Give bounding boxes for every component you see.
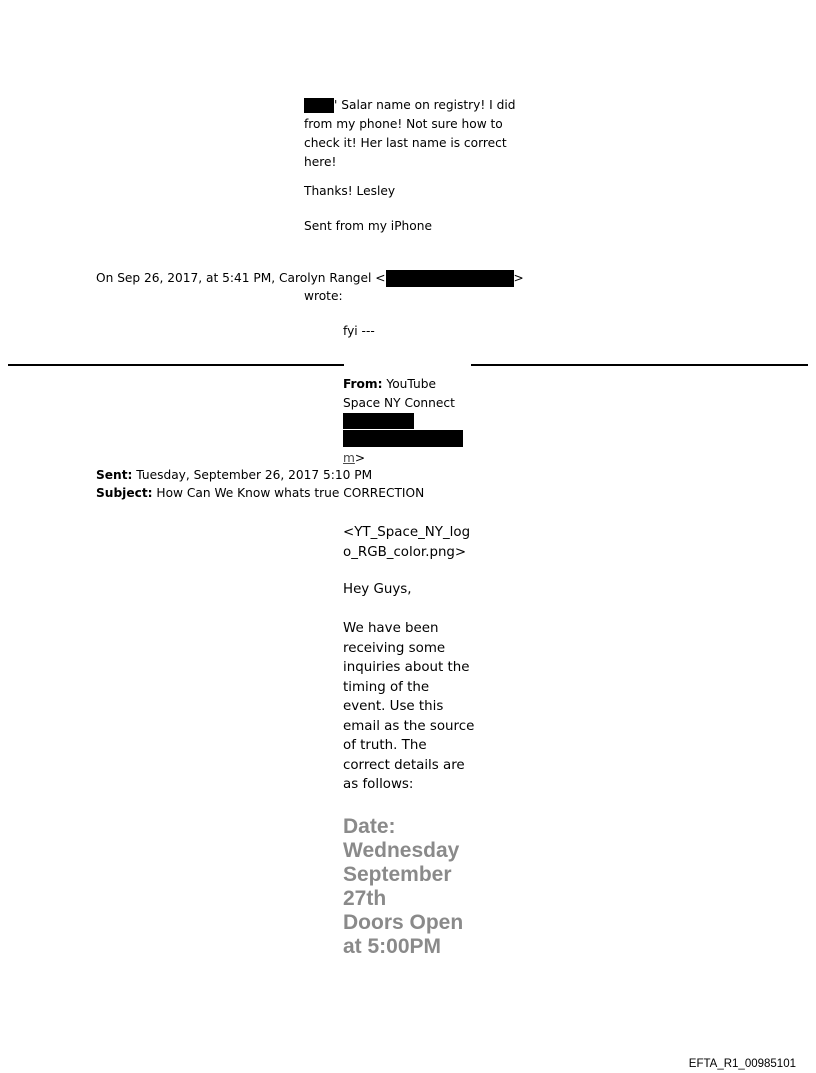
event-details [343, 815, 503, 959]
event-detail-line: 27th [343, 887, 387, 910]
from-name-line1: YouTube [386, 377, 436, 391]
redaction-box [304, 98, 334, 113]
body-paragraph [343, 619, 475, 795]
reply-line-1-text: Salar name on registry! I did [341, 98, 516, 112]
body-line: email as the source [343, 718, 475, 734]
body-line: event. Use this [343, 699, 444, 714]
event-detail-line: Date: [343, 815, 396, 838]
reply-line-1: ' Salar name on registry! I did [304, 96, 529, 115]
from-block [343, 375, 475, 413]
body-line: of truth. The [343, 738, 427, 753]
reply-signature: Sent from my iPhone [304, 219, 432, 233]
subject-row [96, 484, 596, 503]
subject-value: How Can We Know whats true CORRECTION [156, 486, 425, 500]
quote-wrote: wrote: [304, 289, 343, 303]
reply-line-2: from my phone! Not sure how to [304, 117, 503, 131]
document-id: EFTA_R1_00985101 [688, 1058, 796, 1070]
redaction-box [343, 430, 463, 447]
event-detail-line: Doors Open [343, 911, 464, 934]
fyi-text: fyi --- [343, 324, 375, 338]
event-detail-line: Wednesday [343, 839, 460, 862]
reply-line-4: here! [304, 155, 337, 169]
body-line: as follows: [343, 777, 414, 792]
email-close: > [354, 451, 366, 465]
greeting: Hey Guys, [343, 582, 412, 597]
reply-line-3: check it! Her last name is correct [304, 136, 507, 150]
quote-header-prefix: On Sep 26, 2017, at 5:41 PM, Carolyn Rangel < [96, 271, 386, 285]
image-line-2: o_RGB_color.png> [343, 545, 467, 560]
reply-thanks: Thanks! Lesley [304, 184, 396, 198]
quote-header [96, 269, 524, 288]
image-placeholder [343, 523, 475, 563]
divider-right [471, 364, 808, 366]
from-name-line2: Space NY Connect [343, 396, 455, 410]
body-line: receiving some [343, 640, 446, 656]
sent-label: Sent: [96, 468, 133, 482]
sent-value: Tuesday, September 26, 2017 5:10 PM [136, 468, 373, 482]
subject-label: Subject: [96, 486, 153, 500]
reply-message [304, 96, 529, 172]
sent-row [96, 466, 596, 485]
body-line: We have been [343, 621, 439, 636]
redaction-box [386, 270, 514, 287]
divider-left [8, 364, 344, 366]
body-line: inquiries about the [343, 660, 470, 675]
body-line: correct details are [343, 757, 465, 773]
event-detail-line: at 5:00PM [343, 935, 442, 958]
event-detail-line: September [343, 863, 452, 886]
body-line: timing of the [343, 679, 430, 695]
from-label: From: [343, 377, 383, 391]
quote-header-suffix: > [513, 271, 524, 285]
redaction-box [343, 413, 414, 429]
email-link[interactable]: m [343, 451, 355, 465]
image-line-1: <YT_Space_NY_log [343, 525, 471, 540]
